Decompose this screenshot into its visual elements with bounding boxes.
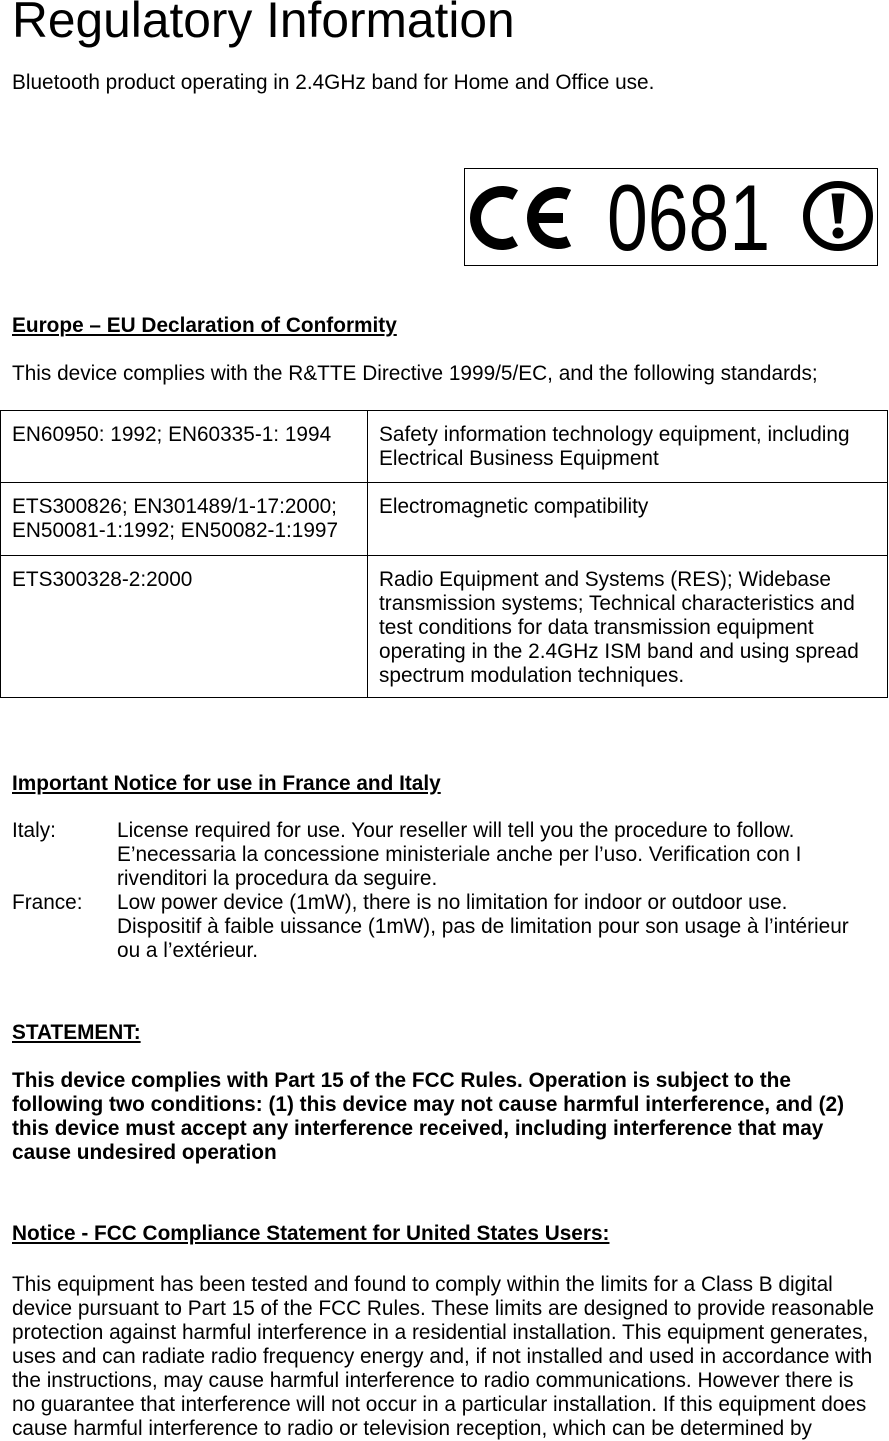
description-text: Radio Equipment and Systems (RES); Widebase bbox=[379, 568, 831, 591]
table-row bbox=[1, 411, 887, 482]
ce-letter-c bbox=[476, 192, 516, 245]
statement-heading-block bbox=[12, 1021, 141, 1045]
statement-line: This device complies with Part 15 of the FCC Rules. Operation is subject to the bbox=[12, 1069, 791, 1092]
intro-block bbox=[12, 71, 654, 95]
page-title: Regulatory Information bbox=[12, 0, 515, 48]
description-text: test conditions for data transmission equipment bbox=[379, 616, 814, 639]
description-text: operating in the 2.4GHz ISM band and using spread bbox=[379, 640, 859, 663]
country-label: Italy: bbox=[12, 819, 56, 842]
france-italy-heading-block bbox=[12, 772, 441, 796]
table-row bbox=[1, 555, 887, 697]
standard-text: ETS300826; EN301489/1-17:2000; bbox=[12, 495, 337, 518]
standard-text: EN60950: 1992; EN60335-1: 1994 bbox=[12, 423, 332, 446]
description-text: Safety information technology equipment, including bbox=[379, 423, 850, 446]
ce-marking bbox=[464, 165, 878, 270]
description-text: Electrical Business Equipment bbox=[379, 447, 659, 470]
description-text: spectrum modulation techniques. bbox=[379, 664, 685, 687]
fcc-line: cause harmful interference to radio or television reception, which can be determined by bbox=[12, 1417, 812, 1440]
country-notice-italy bbox=[12, 819, 882, 891]
statement-heading: STATEMENT: bbox=[12, 1021, 141, 1044]
fcc-paragraph bbox=[12, 1273, 874, 1441]
description-cell bbox=[368, 483, 887, 555]
statement-line: following two conditions: (1) this device may not cause harmful interference, and (2) bbox=[12, 1093, 844, 1116]
ce-mark-icon bbox=[465, 169, 585, 265]
alert-dot bbox=[833, 228, 844, 239]
country-notices bbox=[12, 819, 882, 963]
fcc-line: device pursuant to Part 15 of the FCC Rules. These limits are designed to provide reasonable bbox=[12, 1297, 875, 1320]
country-notice-france bbox=[12, 891, 882, 963]
country-label: France: bbox=[12, 891, 83, 914]
standard-cell bbox=[1, 556, 368, 697]
fcc-line: This equipment has been tested and found to comply within the limits for a Class B digital bbox=[12, 1273, 833, 1296]
eu-declaration-heading-block bbox=[12, 314, 397, 338]
description-text: Electromagnetic compatibility bbox=[379, 495, 649, 518]
notice-line: rivenditori la procedura da seguire. bbox=[117, 867, 438, 890]
standard-text: ETS300328-2:2000 bbox=[12, 568, 193, 591]
standards-table bbox=[0, 410, 888, 698]
fcc-line: uses and can radiate radio frequency energy and, if not installed and used in accordance with bbox=[12, 1345, 873, 1368]
fcc-line: the instructions, may cause harmful interference to radio communications. However there is bbox=[12, 1369, 854, 1392]
notice-line: Dispositif à faible uissance (1mW), pas de limitation pour son usage à l’intérieur bbox=[117, 915, 849, 938]
statement-line: cause undesired operation bbox=[12, 1141, 277, 1164]
exclamation-circle-icon bbox=[800, 178, 876, 254]
eu-declaration-intro: This device complies with the R&TTE Directive 1999/5/EC, and the following standards; bbox=[12, 362, 818, 385]
description-cell bbox=[368, 556, 887, 697]
standard-cell bbox=[1, 483, 368, 555]
description-text: transmission systems; Technical characteristics and bbox=[379, 592, 855, 615]
country-notice-text bbox=[117, 891, 882, 963]
fcc-heading: Notice - FCC Compliance Statement for United States Users: bbox=[12, 1222, 610, 1245]
notice-line: License required for use. Your reseller will tell you the procedure to follow. bbox=[117, 819, 795, 842]
description-cell bbox=[368, 411, 887, 482]
fcc-line: no guarantee that interference will not occur in a particular installation. If this equipment does bbox=[12, 1393, 867, 1416]
standard-text: EN50081-1:1992; EN50082-1:1997 bbox=[12, 519, 339, 542]
fcc-line: protection against harmful interference in a residential installation. This equipment generates, bbox=[12, 1321, 869, 1344]
notified-body-number: 0681 bbox=[607, 165, 771, 270]
alert-bar bbox=[832, 194, 845, 224]
country-notice-text bbox=[117, 819, 882, 891]
ce-letter-e-bar bbox=[535, 213, 563, 223]
statement-paragraph bbox=[12, 1069, 844, 1165]
statement-line: this device must accept any interference received, including interference that may bbox=[12, 1117, 824, 1140]
notice-line: ou a l’extérieur. bbox=[117, 939, 259, 962]
fcc-heading-block bbox=[12, 1222, 609, 1246]
intro-text: Bluetooth product operating in 2.4GHz band for Home and Office use. bbox=[12, 71, 655, 94]
eu-declaration-intro-block bbox=[12, 362, 818, 386]
eu-declaration-heading: Europe – EU Declaration of Conformity bbox=[12, 314, 397, 337]
france-italy-heading: Important Notice for use in France and Italy bbox=[12, 772, 441, 795]
notice-line: Low power device (1mW), there is no limitation for indoor or outdoor use. bbox=[117, 891, 788, 914]
notice-line: E’necessaria la concessione ministeriale anche per l’uso. Verification con I bbox=[117, 843, 802, 866]
table-row bbox=[1, 482, 887, 555]
standard-cell bbox=[1, 411, 368, 482]
